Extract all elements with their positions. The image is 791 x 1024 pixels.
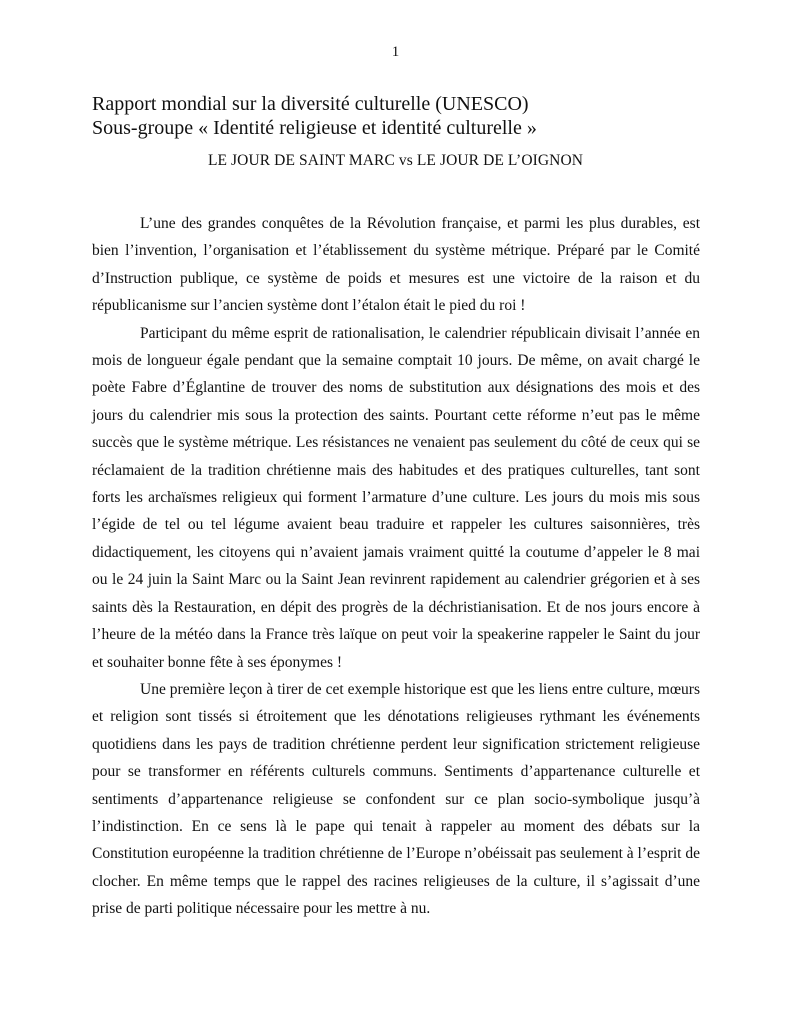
body-text <box>92 210 700 923</box>
report-subgroup: Sous-groupe « Identité religieuse et identité culturelle » <box>92 117 537 139</box>
paragraph: Une première leçon à tirer de cet exemple historique est que les liens entre culture, mœurs et religion sont tissés si étroitement que les dénotations religieuses rythmant les événements quotidiens dans les pays de tradition chrétienne perdent leur signification strictement religieuse pour se transformer en référents culturels communs. Sentiments d’appartenance culturelle et sentiments d’appartenance religieuse se confondent sur ce plan socio-symbolique jusqu’à l’indistinction. En ce sens là le pape qui tenait à rappeler au moment des débats sur la Constitution européenne la tradition chrétienne de l’Europe n’obéissait pas seulement à l’esprit de clocher. En même temps que le rappel des racines religieuses de la culture, il s’agissait d’une prise de parti politique nécessaire pour les mettre à nu. <box>92 680 700 918</box>
page-number: 1 <box>391 44 400 60</box>
report-title: Rapport mondial sur la diversité culturelle (UNESCO) <box>92 93 529 115</box>
report-header <box>92 92 712 140</box>
paragraph: Participant du même esprit de rationalisation, le calendrier républicain divisait l’année en mois de longueur égale pendant que la semaine comptait 10 jours. De même, on avait chargé le poète Fabre d’Églantine de trouver des noms de substitution aux désignations des mois et des jours du calendrier mis sous la protection des saints. Pourtant cette réforme n’eut pas le même succès que le système métrique. Les résistances ne venaient pas seulement du côté de ceux qui se réclamaient de la tradition chrétienne mais des habitudes et des pratiques culturelles, tant sont forts les archaïsmes religieux qui forment l’armature d’une culture. Les jours du mois mis sous l’égide de tel ou tel légume avaient beau traduire et rappeler les cultures saisonnières, très didactiquement, les citoyens qui n’avaient jamais vraiment quitté la coutume d’appeler le 8 mai ou le 24 juin la Saint Marc ou la Saint Jean revinrent rapidement au calendrier grégorien et à ses saints dès la Restauration, en dépit des progrès de la déchristianisation. Et de nos jours encore à l’heure de la météo dans la France très laïque on peut voir la speakerine rappeler le Saint du jour et souhaiter bonne fête à ses éponymes ! <box>92 324 700 671</box>
document-title: LE JOUR DE SAINT MARC vs LE JOUR DE L’OIGNON <box>207 152 584 169</box>
paragraph: L’une des grandes conquêtes de la Révolution française, et parmi les plus durables, est bien l’invention, l’organisation et l’établissement du système métrique. Préparé par le Comité d’Instruction publique, ce système de poids et mesures est une victoire de la raison et du républicanisme sur l’ancien système dont l’étalon était le pied du roi ! <box>92 215 700 315</box>
